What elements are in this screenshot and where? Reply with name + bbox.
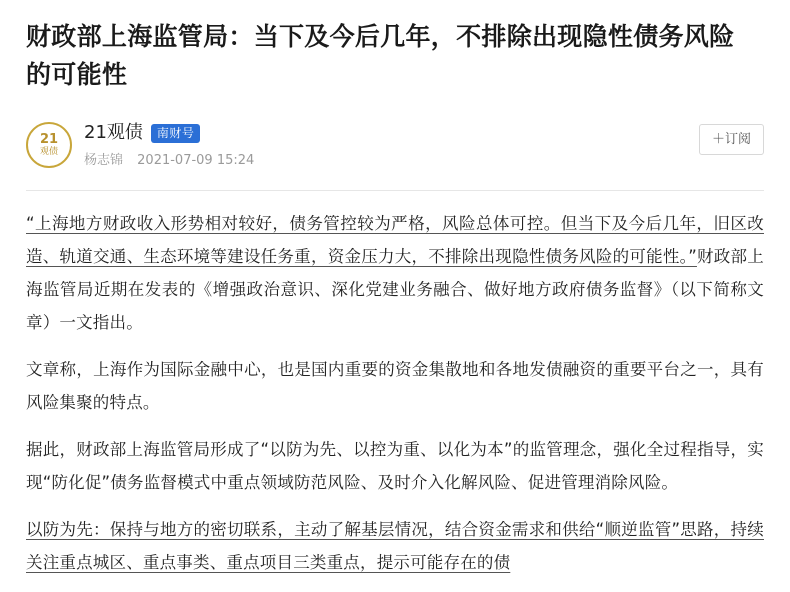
account-row (84, 122, 254, 144)
byline (26, 120, 764, 176)
subscribe-button[interactable]: ＋订阅 (699, 124, 764, 155)
avatar-line1: 21 (39, 131, 59, 147)
paragraph (26, 353, 764, 419)
body-text: 文章称，上海作为国际金融中心，也是国内重要的资金集散地和各地发债融资的重要平台之一，具有风险集聚的特点。 (26, 360, 764, 412)
timestamp: 2021-07-09 15:24 (137, 153, 255, 168)
avatar[interactable] (26, 122, 72, 168)
quoted-underlined-text: 以防为先：保持与地方的密切联系，主动了解基层情况，结合资金需求和供给“顺逆监管”思路，持续关注重点城区、重点事类、重点项目三类重点，提示可能存在的债 (26, 520, 764, 572)
author-name: 杨志锦 (84, 153, 124, 168)
article-body (26, 191, 764, 579)
paragraph (26, 207, 764, 339)
body-text: 据此，财政部上海监管局形成了“以防为先、以控为重、以化为本”的监管理念，强化全过程指导，实现“防化促”债务监督模式中重点领域防范风险、及时介入化解风险、促进管理消除风险。 (26, 440, 764, 492)
meta-row (84, 153, 254, 169)
body-text: 财政部上海监管局近期在发表的《增强政治意识、深化党建业务融合、做好地方政府债务监督》（以下简称文章）一文指出。 (26, 247, 764, 332)
avatar-line2: 观债 (39, 146, 58, 157)
paragraph (26, 433, 764, 499)
page-title: 财政部上海监管局：当下及今后几年，不排除出现隐性债务风险的可能性 (26, 22, 735, 89)
quoted-underlined-text: “上海地方财政收入形势相对较好，债务管控较为严格，风险总体可控。但当下及今后几年，旧区改造、轨道交通、生态环境等建设任务重，资金压力大，不排除出现隐性债务风险的可能性。” (26, 214, 764, 266)
status-badge: 南财号 (151, 124, 201, 143)
account-name[interactable]: 21观债 (84, 122, 143, 143)
byline-text (84, 120, 254, 169)
paragraph (26, 513, 764, 579)
